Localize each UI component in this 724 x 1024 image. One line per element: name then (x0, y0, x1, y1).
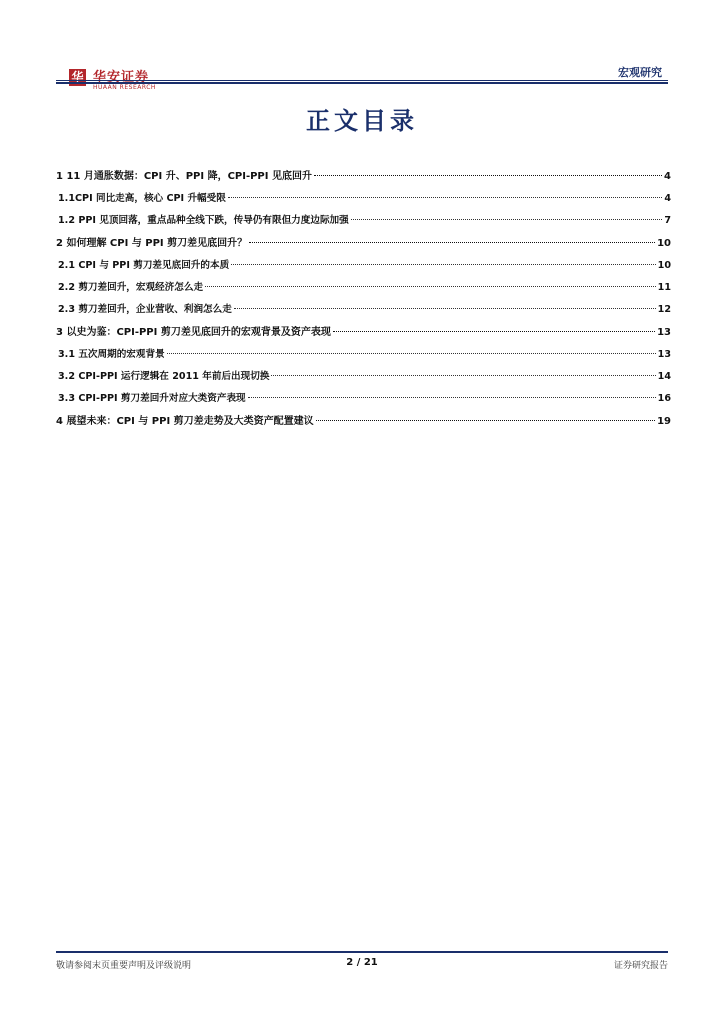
header-divider-thick (56, 82, 668, 84)
toc-entry-label: 3.1 五次周期的宏观背景 (58, 349, 165, 360)
toc-entry-label: 4 展望未来：CPI 与 PPI 剪刀差走势及大类资产配置建议 (56, 416, 314, 427)
toc-entry-label: 3.3 CPI-PPI 剪刀差回升对应大类资产表现 (58, 393, 246, 404)
toc-leader-dots (234, 308, 656, 309)
toc-entry-label: 2.1 CPI 与 PPI 剪刀差见底回升的本质 (58, 260, 230, 271)
toc-entry-label: 3.2 CPI-PPI 运行逻辑在 2011 年前后出现切换 (58, 371, 270, 382)
toc-entry-page: 11 (657, 282, 671, 293)
toc-entry-page: 13 (657, 349, 671, 360)
page-title: 正文目录 (306, 107, 418, 135)
toc-entry-label: 2.2 剪刀差回升，宏观经济怎么走 (58, 282, 204, 293)
toc-entry-page: 16 (657, 393, 671, 404)
toc-entry[interactable] (56, 344, 671, 366)
toc-entry-page: 7 (664, 215, 671, 226)
toc-entry-label: 3 以史为鉴：CPI-PPI 剪刀差见底回升的宏观背景及资产表现 (56, 327, 331, 338)
page-number: 2 / 21 (346, 957, 378, 968)
toc-entry-page: 4 (664, 171, 671, 182)
toc-entry-page: 14 (657, 371, 671, 382)
toc-entry[interactable] (56, 366, 671, 388)
toc-entry[interactable] (56, 233, 671, 255)
toc-entry-page: 10 (657, 260, 671, 271)
toc-leader-dots (228, 197, 662, 198)
toc-entry-label: 1.2 PPI 见顶回落，重点品种全线下跌，传导仍有限但力度边际加强 (58, 215, 349, 226)
toc-leader-dots (314, 175, 662, 176)
toc-entry-page: 4 (664, 193, 671, 204)
toc-entry-page: 12 (657, 304, 671, 315)
toc-entry[interactable] (56, 299, 671, 321)
toc-entry-page: 19 (657, 416, 671, 427)
toc-entry[interactable] (56, 210, 671, 232)
report-type-label: 宏观研究 (618, 66, 662, 79)
toc-entry[interactable] (56, 188, 671, 210)
company-logo-icon: 华 (69, 69, 86, 86)
toc-entry-label: 2 如何理解 CPI 与 PPI 剪刀差见底回升？ (56, 238, 248, 249)
toc-entry-page: 13 (657, 327, 671, 338)
page-header (0, 0, 724, 100)
toc-entry[interactable] (56, 166, 671, 188)
toc-leader-dots (249, 242, 655, 243)
toc-leader-dots (205, 286, 656, 287)
toc-entry[interactable] (56, 277, 671, 299)
toc-entry-label: 1 11 月通胀数据：CPI 升、PPI 降，CPI-PPI 见底回升 (56, 171, 312, 182)
toc-entry[interactable] (56, 411, 671, 433)
company-subtitle: HUAAN RESEARCH (93, 84, 156, 91)
toc-leader-dots (248, 397, 656, 398)
toc-entry[interactable] (56, 388, 671, 410)
table-of-contents (56, 166, 671, 433)
toc-leader-dots (351, 219, 663, 220)
company-name: 华安证券 (93, 70, 150, 85)
toc-entry-label: 1.1CPI 同比走高，核心 CPI 升幅受限 (58, 193, 226, 204)
header-divider (56, 80, 668, 81)
toc-entry-page: 10 (657, 238, 671, 249)
toc-leader-dots (333, 331, 655, 332)
toc-leader-dots (167, 353, 656, 354)
toc-entry[interactable] (56, 322, 671, 344)
toc-leader-dots (316, 420, 655, 421)
toc-leader-dots (231, 264, 655, 265)
footer-divider (56, 951, 668, 953)
toc-entry-label: 2.3 剪刀差回升，企业营收、利润怎么走 (58, 304, 232, 315)
disclaimer-note: 敬请参阅末页重要声明及评级说明 (56, 961, 192, 971)
toc-entry[interactable] (56, 255, 671, 277)
document-type: 证券研究报告 (613, 961, 668, 971)
toc-leader-dots (271, 375, 655, 376)
